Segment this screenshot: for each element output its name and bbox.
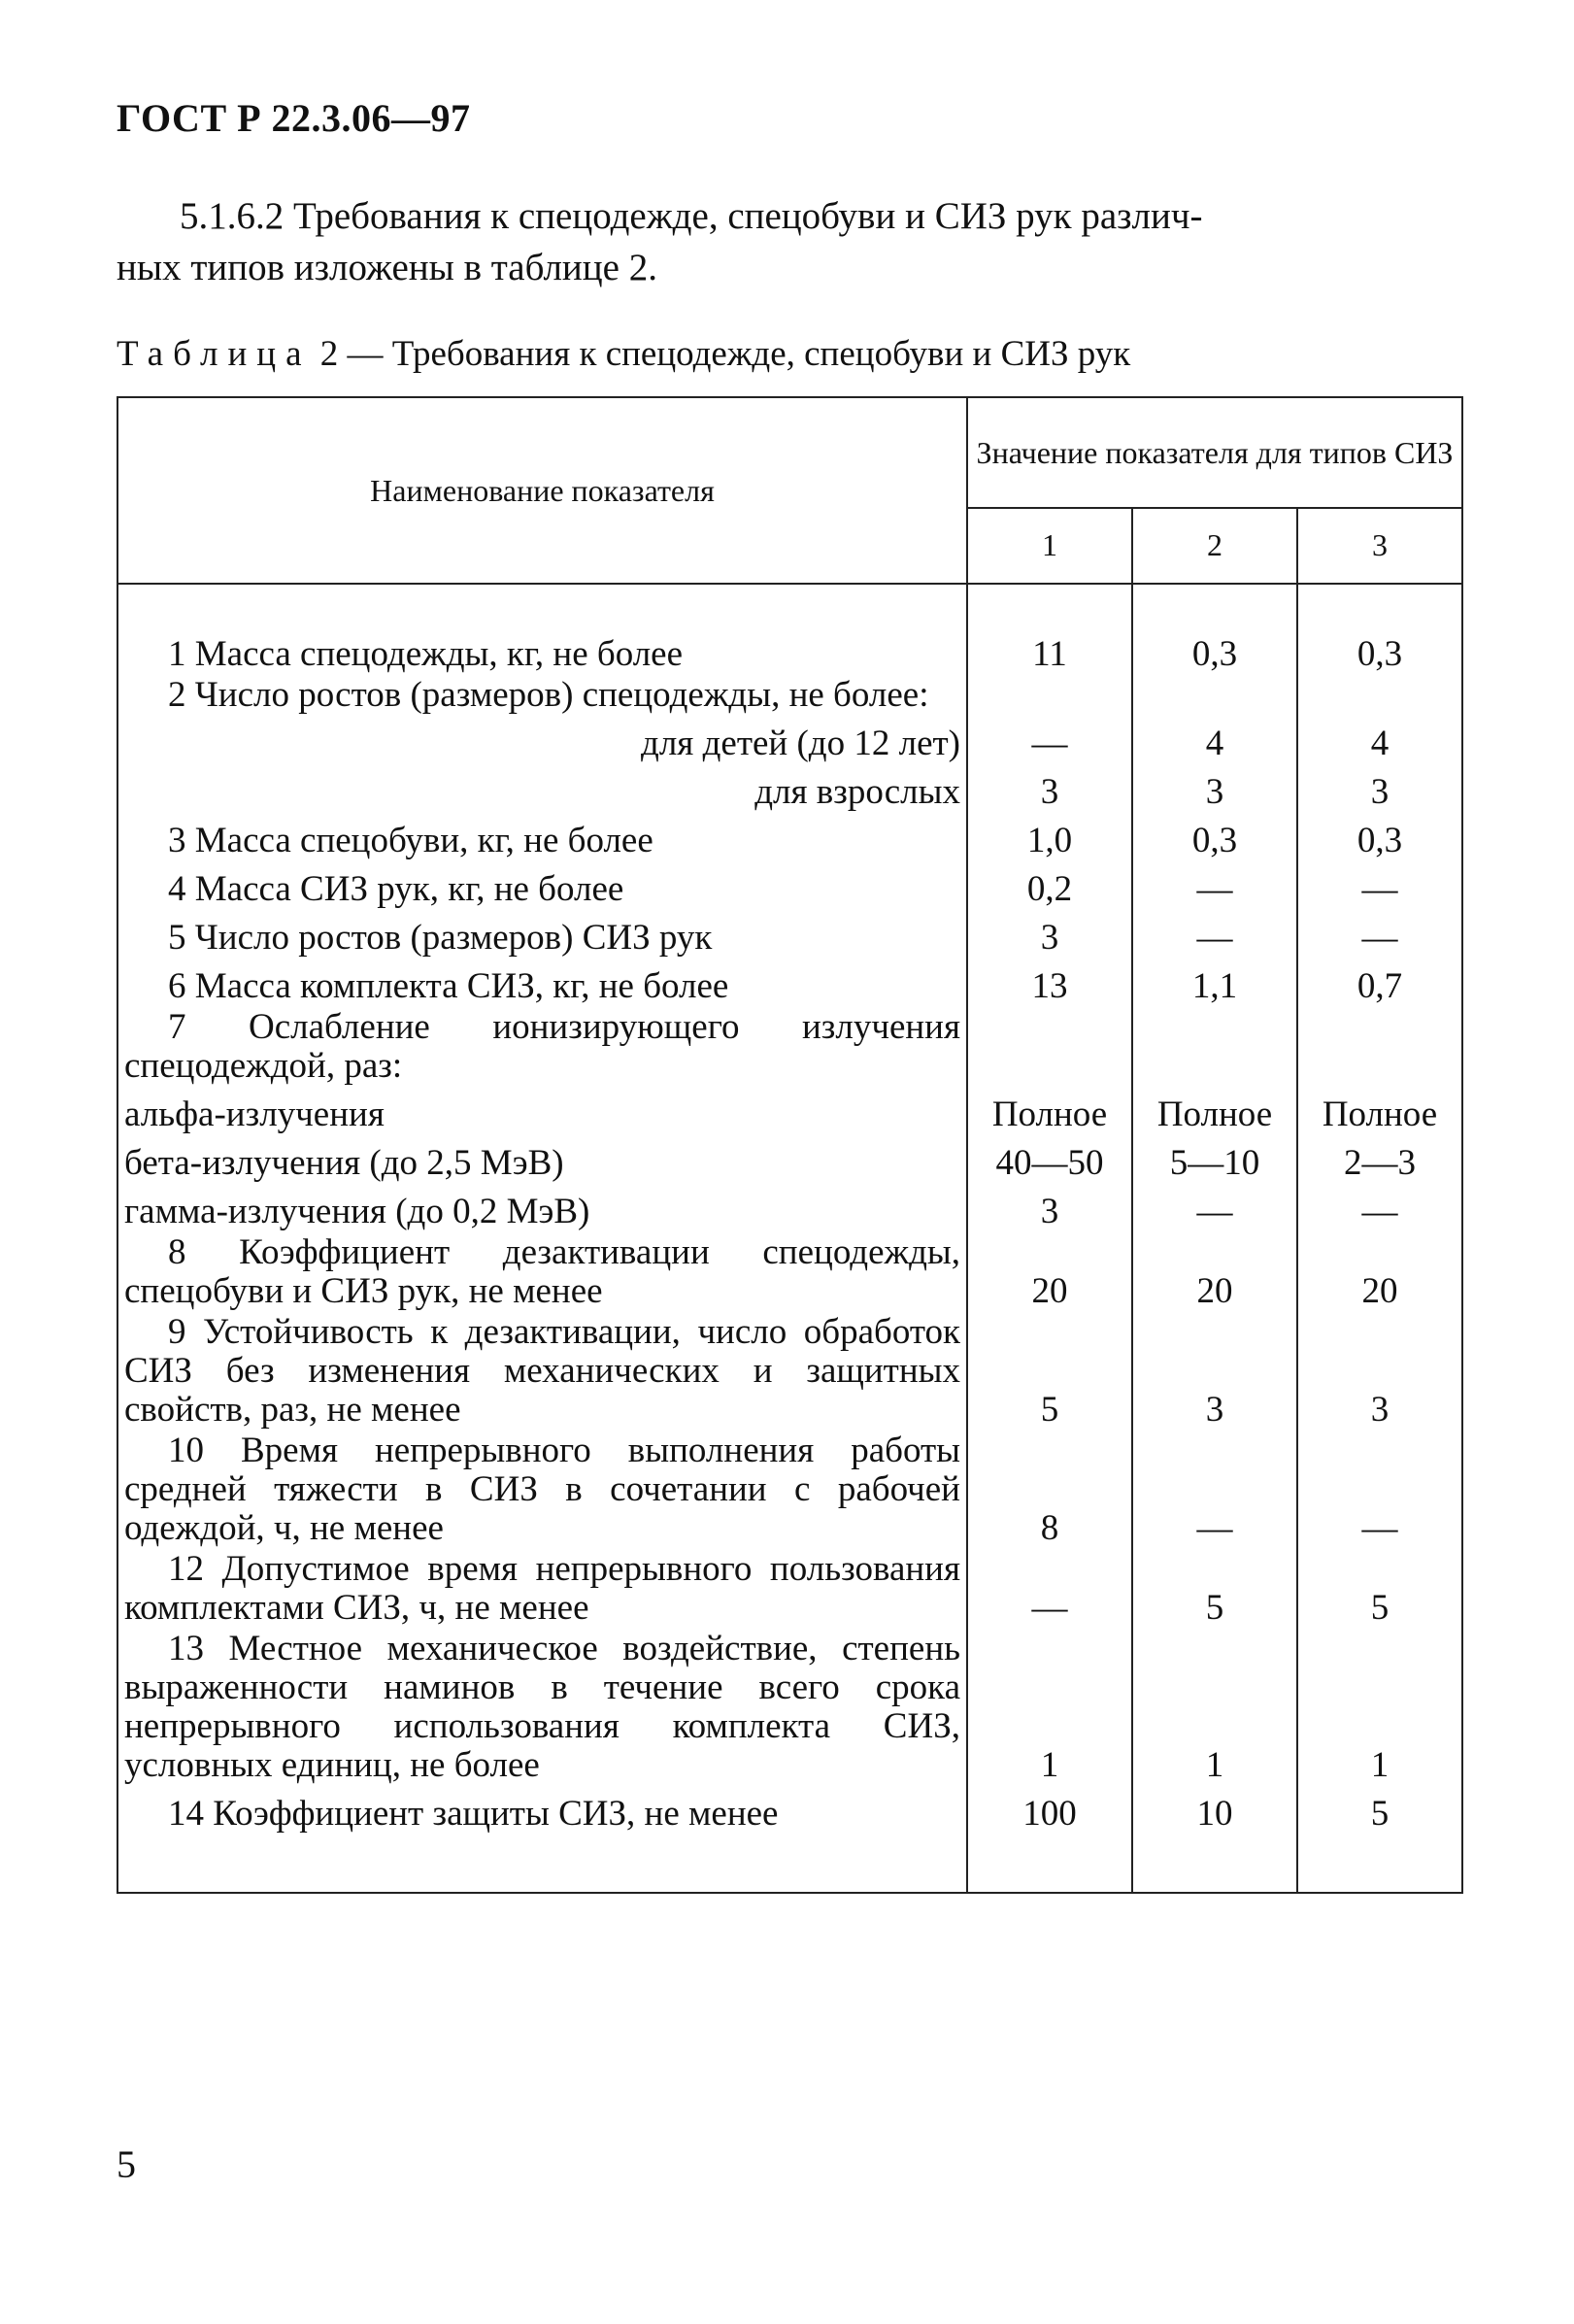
row-value-type-1: — xyxy=(967,1550,1132,1630)
row-value-type-3: 4 xyxy=(1297,717,1462,765)
row-value-type-3: 0,3 xyxy=(1297,814,1462,862)
table-row xyxy=(117,862,1462,911)
row-name: 1 Масса спецодежды, кг, не более xyxy=(168,634,684,674)
row-value-type-2: — xyxy=(1132,1185,1297,1233)
row-value-type-2: 3 xyxy=(1132,1313,1297,1431)
row-value-type-1: 8 xyxy=(967,1431,1132,1550)
row-value-type-2: 20 xyxy=(1132,1233,1297,1313)
row-value-type-3: — xyxy=(1297,1185,1462,1233)
row-name: 2 Число ростов (размеров) спецодежды, не более: xyxy=(168,675,929,715)
document-code: ГОСТ Р 22.3.06—97 xyxy=(117,96,471,140)
row-value-type-2: 4 xyxy=(1132,717,1297,765)
table-row xyxy=(117,1008,1462,1088)
row-name: 13 Местное механическое воздействие, степень выраженности наминов в течение всего срока непрерывного использования комплекта СИЗ, условных единиц, не более xyxy=(124,1629,960,1785)
row-value-type-3: 0,7 xyxy=(1297,960,1462,1008)
row-value-type-2: 1 xyxy=(1132,1630,1297,1787)
row-value-type-3: 2—3 xyxy=(1297,1136,1462,1185)
row-name: 6 Масса комплекта СИЗ, кг, не более xyxy=(168,966,729,1006)
row-name: 5 Число ростов (размеров) СИЗ рук xyxy=(168,918,713,958)
row-name: для детей (до 12 лет) xyxy=(117,717,967,765)
row-value-type-1: 40—50 xyxy=(967,1136,1132,1185)
intro-line-1: 5.1.6.2 Требования к спецодежде, спецобуви и СИЗ рук различ- xyxy=(180,195,1203,237)
row-value-type-1: 20 xyxy=(967,1233,1132,1313)
table-caption-label: Таблица xyxy=(117,334,312,374)
row-value-type-1: 3 xyxy=(967,911,1132,960)
row-value-type-3: 5 xyxy=(1297,1787,1462,1893)
intro-line-2: ных типов изложены в таблице 2. xyxy=(117,247,657,288)
row-value-type-3: 1 xyxy=(1297,1630,1462,1787)
row-value-type-3: 0,3 xyxy=(1297,627,1462,676)
row-value-type-1: 13 xyxy=(967,960,1132,1008)
row-value-type-1: 0,2 xyxy=(967,862,1132,911)
table-row xyxy=(117,676,1462,717)
row-value-type-1: 3 xyxy=(967,1185,1132,1233)
row-value-type-2: Полное xyxy=(1132,1088,1297,1136)
table-spacer-row xyxy=(117,584,1462,627)
table-row xyxy=(117,1787,1462,1893)
table-row xyxy=(117,1630,1462,1787)
header-type-2: 2 xyxy=(1132,508,1297,584)
table-row xyxy=(117,627,1462,676)
table-row xyxy=(117,1431,1462,1550)
row-value-type-2: 1,1 xyxy=(1132,960,1297,1008)
row-name: для взрослых xyxy=(117,765,967,814)
row-value-type-1: 100 xyxy=(967,1787,1132,1893)
row-value-type-1 xyxy=(967,1008,1132,1088)
table-row xyxy=(117,1550,1462,1630)
row-value-type-3: — xyxy=(1297,911,1462,960)
row-value-type-2: — xyxy=(1132,862,1297,911)
row-value-type-1: Полное xyxy=(967,1088,1132,1136)
row-value-type-3 xyxy=(1297,676,1462,717)
row-value-type-2: 0,3 xyxy=(1132,814,1297,862)
row-value-type-2: 5—10 xyxy=(1132,1136,1297,1185)
row-name: 3 Масса спецобуви, кг, не более xyxy=(168,821,653,860)
row-value-type-3: 3 xyxy=(1297,765,1462,814)
row-name: 12 Допустимое время непрерывного пользования комплектами СИЗ, ч, не менее xyxy=(124,1549,960,1628)
table-caption xyxy=(117,333,1130,375)
row-name: 9 Устойчивость к дезактивации, число обработок СИЗ без изменения механических и защитных свойств, раз, не менее xyxy=(124,1312,960,1430)
table-row xyxy=(117,1088,1462,1136)
header-type-3: 3 xyxy=(1297,508,1462,584)
row-value-type-2 xyxy=(1132,676,1297,717)
row-value-type-2: — xyxy=(1132,1431,1297,1550)
table-row xyxy=(117,911,1462,960)
row-value-type-1: 3 xyxy=(967,765,1132,814)
row-value-type-2: — xyxy=(1132,911,1297,960)
header-type-1: 1 xyxy=(967,508,1132,584)
page-number: 5 xyxy=(117,2142,136,2186)
row-value-type-1: 1 xyxy=(967,1630,1132,1787)
header-values-group: Значение показателя для типов СИЗ xyxy=(967,397,1462,508)
table-row xyxy=(117,1185,1462,1233)
row-name: 10 Время непрерывного выполнения работы средней тяжести в СИЗ в сочетании с рабочей одеждой, ч, не менее xyxy=(124,1431,960,1548)
table-row xyxy=(117,717,1462,765)
row-value-type-3: — xyxy=(1297,862,1462,911)
row-name: 7 Ослабление ионизирующего излучения спецодеждой, раз: xyxy=(124,1007,960,1086)
table-row xyxy=(117,1136,1462,1185)
row-value-type-2: 10 xyxy=(1132,1787,1297,1893)
row-value-type-3 xyxy=(1297,1008,1462,1088)
row-name: 4 Масса СИЗ рук, кг, не более xyxy=(168,869,624,909)
table-row xyxy=(117,960,1462,1008)
header-indicator-name: Наименование показателя xyxy=(117,397,967,584)
row-value-type-2: 0,3 xyxy=(1132,627,1297,676)
row-value-type-1 xyxy=(967,676,1132,717)
intro-paragraph xyxy=(117,190,1466,293)
table-row xyxy=(117,765,1462,814)
requirements-table xyxy=(117,396,1463,1894)
row-value-type-2: 3 xyxy=(1132,765,1297,814)
row-name: 8 Коэффициент дезактивации спецодежды, спецобуви и СИЗ рук, не менее xyxy=(124,1232,960,1311)
row-value-type-3: Полное xyxy=(1297,1088,1462,1136)
table-row xyxy=(117,1313,1462,1431)
row-name: гамма-излучения (до 0,2 МэВ) xyxy=(117,1185,967,1233)
row-name: 14 Коэффициент защиты СИЗ, не менее xyxy=(168,1794,779,1834)
row-name: бета-излучения (до 2,5 МэВ) xyxy=(117,1136,967,1185)
row-value-type-2 xyxy=(1132,1008,1297,1088)
row-value-type-1: 11 xyxy=(967,627,1132,676)
row-value-type-3: 5 xyxy=(1297,1550,1462,1630)
table-row xyxy=(117,1233,1462,1313)
row-value-type-1: 5 xyxy=(967,1313,1132,1431)
row-value-type-1: 1,0 xyxy=(967,814,1132,862)
row-name: альфа-излучения xyxy=(117,1088,967,1136)
row-value-type-1: — xyxy=(967,717,1132,765)
table-row xyxy=(117,814,1462,862)
row-value-type-3: 20 xyxy=(1297,1233,1462,1313)
table-caption-title: 2 — Требования к спецодежде, спецобуви и СИЗ рук xyxy=(311,334,1131,374)
row-value-type-2: 5 xyxy=(1132,1550,1297,1630)
row-value-type-3: — xyxy=(1297,1431,1462,1550)
row-value-type-3: 3 xyxy=(1297,1313,1462,1431)
